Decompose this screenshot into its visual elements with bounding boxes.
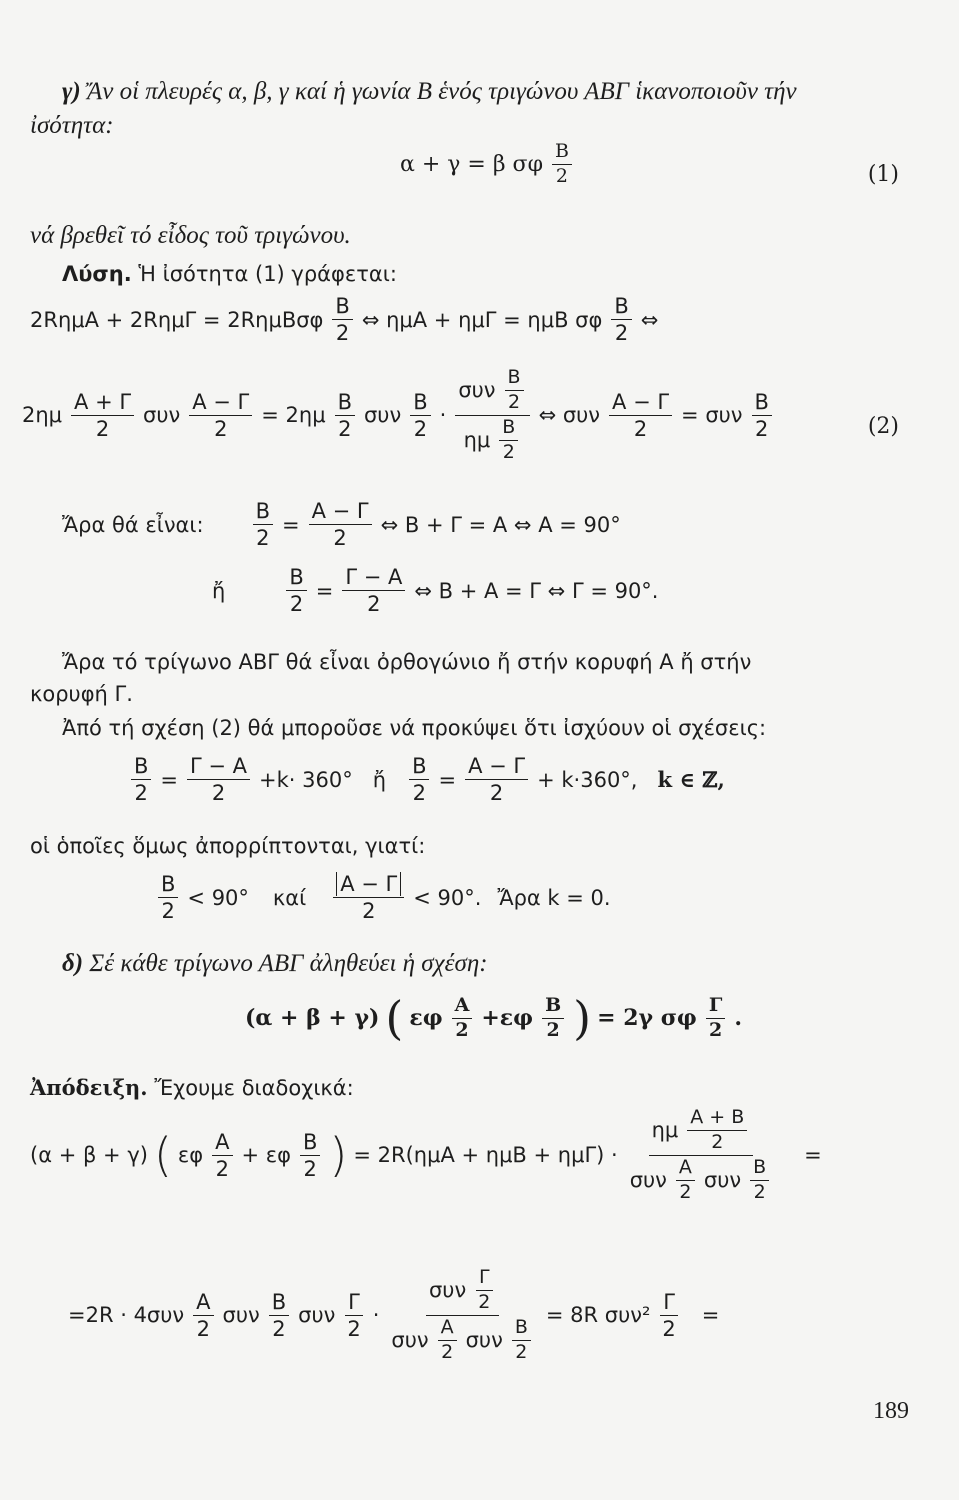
solution-label: Λύση. [62,262,132,286]
fraction: $\frac{A - \Gamma}{2}$ [189,391,252,440]
compound-fraction: συν $\frac{B}{2}$ ημ $\frac{B}{2}$ [455,368,529,463]
k-relations: $\frac{B}{2}$ = $\frac{\Gamma - A}{2}$ +k· 360° ἤ $\frac{B}{2}$ = $\frac{A - \Gamma}{2}$ + k·360°, k ∈ ℤ, [128,755,725,804]
solution-line-2: 2ημ $\frac{A + \Gamma}{2}$ συν $\frac{A - \Gamma}{2}$ = 2ημ $\frac{B}{2}$ συν $\frac{B}{2}$ · συν $\frac{B}{2}$ ημ $\frac{B}{2}$ ⇔ συν $\frac{A - \Gamma}{2}$ = συν $\frac{B}{2}$ [22,368,775,463]
proof-intro: Ἀπόδειξη. Ἔχουμε διαδοχικά: [30,1075,354,1100]
problem-gamma-statement: γ) Ἄν οἱ πλευρές α, β, γ καί ἡ γωνία Β ἑνός τριγώνου ΑΒΓ ἱκανοποιοῦν τήν [62,78,797,105]
case-1: Ἄρα θά εἶναι: $\frac{B}{2}$ = $\frac{A - \Gamma}{2}$ ⇔ Β + Γ = Α ⇔ Α = 90° [62,499,621,551]
proof-line-1: (α + β + γ) ( εφ $\frac{A}{2}$ + εφ $\frac{B}{2}$ ) = 2R(ημΑ + ημΒ + ημΓ) · ημ $\frac{A + B}{2}$ συν $\frac{A}{2}$ συν $\frac{B}{2}$ = [30,1106,822,1203]
fraction: $\frac{A - \Gamma}{2}$ [333,873,404,922]
fraction: $\frac{B}{2}$ [752,391,772,440]
fraction: $\frac{B}{2}$ [335,391,355,440]
compound-fraction: συν $\frac{\Gamma}{2}$ συν $\frac{A}{2}$ συν $\frac{B}{2}$ [388,1268,536,1363]
fraction: $\frac{A}{2}$ [212,1131,232,1180]
conclusion: Ἄρα τό τρίγωνο ΑΒΓ θά εἶναι ὀρθογώνιο ἤ στήν κορυφή Α ἤ στήν [62,650,752,674]
fraction: $\frac{B}{2}$ [410,391,430,440]
fraction: $\frac{B}{2}$ [286,566,306,615]
solution-line-1: 2RημΑ + 2RημΓ = 2RημΒσφ $\frac{B}{2}$ ⇔ ημΑ + ημΓ = ημΒ σφ $\frac{B}{2}$ ⇔ [30,294,659,346]
fraction: $\frac{B}{2}$ [409,755,429,804]
problem-gamma-statement-cont: ἰσότητα: [30,112,114,139]
compound-fraction: ημ $\frac{A + B}{2}$ συν $\frac{A}{2}$ συν $\frac{B}{2}$ [627,1108,775,1203]
fraction: $\frac{\Gamma}{2}$ [706,996,726,1041]
proof-line-2: =2R · 4συν $\frac{A}{2}$ συν $\frac{B}{2}$ συν $\frac{\Gamma}{2}$ · συν $\frac{\Gamma}{2}$ συν $\frac{A}{2}$ συν $\frac{B}{2}$ = 8R συν² $\frac{\Gamma}{2}$ = [68,1266,720,1363]
conclusion-cont: κορυφή Γ. [30,682,133,706]
fraction: $\frac{B}{2}$ [269,1291,289,1340]
fraction: $\frac{\Gamma - A}{2}$ [342,566,405,615]
equation-tag-1: (1) [867,162,899,187]
rejection: οἱ ὁποῖες ὅμως ἀπορρίπτονται, γιατί: [30,834,426,858]
problem-gamma-question: νά βρεθεῖ τό εἶδος τοῦ τριγώνου. [30,222,351,249]
page-number: 189 [873,1398,909,1424]
remark: Ἀπό τή σχέση (2) θά μποροῦσε νά προκύψει ὅτι ἰσχύουν οἱ σχέσεις: [62,716,767,740]
fraction: $\frac{\Gamma - A}{2}$ [187,755,250,804]
fraction: $\frac{A}{2}$ [452,996,473,1041]
fraction: $\frac{\Gamma}{2}$ [344,1291,363,1340]
fraction: $\frac{B}{2}$ [332,295,352,344]
fraction: $\frac{B}{2}$ [158,873,178,922]
fraction: $\frac{A}{2}$ [193,1291,213,1340]
fraction: $\frac{B}{2}$ [131,755,151,804]
fraction: $\frac{A - \Gamma}{2}$ [609,391,672,440]
fraction: $\frac{A + \Gamma}{2}$ [71,391,134,440]
equation-tag-2: (2) [867,414,899,439]
proof-label: Ἀπόδειξη. [30,1075,148,1100]
fraction: $\frac{B}{2}$ [253,500,273,549]
bounds: $\frac{B}{2}$ < 90° καί $\frac{A - \Gamma}{2}$ < 90°. Ἄρα k = 0. [155,873,611,922]
problem-label: δ) [62,950,84,977]
solution-intro: Λύση. Ἡ ἰσότητα (1) γράφεται: [62,262,397,286]
fraction: $\frac{A - \Gamma}{2}$ [309,500,372,549]
fraction: $\frac{B}{2}$ [552,142,572,187]
problem-label: γ) [62,78,81,105]
equation-1: α + γ = β σφ $\frac{B}{2}$ [400,142,575,187]
case-2: ἤ $\frac{B}{2}$ = $\frac{\Gamma - A}{2}$ ⇔ Β + Α = Γ ⇔ Γ = 90°. [212,565,659,617]
fraction: $\frac{B}{2}$ [300,1131,320,1180]
identity-equation: (α + β + γ) ( εφ $\frac{A}{2}$ +εφ $\frac{B}{2}$ ) = 2γ σφ $\frac{\Gamma}{2}$ . [245,991,742,1045]
fraction: $\frac{B}{2}$ [611,295,631,344]
problem-delta-statement: δ) Σέ κάθε τρίγωνο ΑΒΓ ἀληθεύει ἡ σχέση: [62,950,488,977]
fraction: $\frac{A - \Gamma}{2}$ [465,755,528,804]
fraction: $\frac{\Gamma}{2}$ [659,1291,678,1340]
fraction: $\frac{B}{2}$ [542,996,564,1041]
